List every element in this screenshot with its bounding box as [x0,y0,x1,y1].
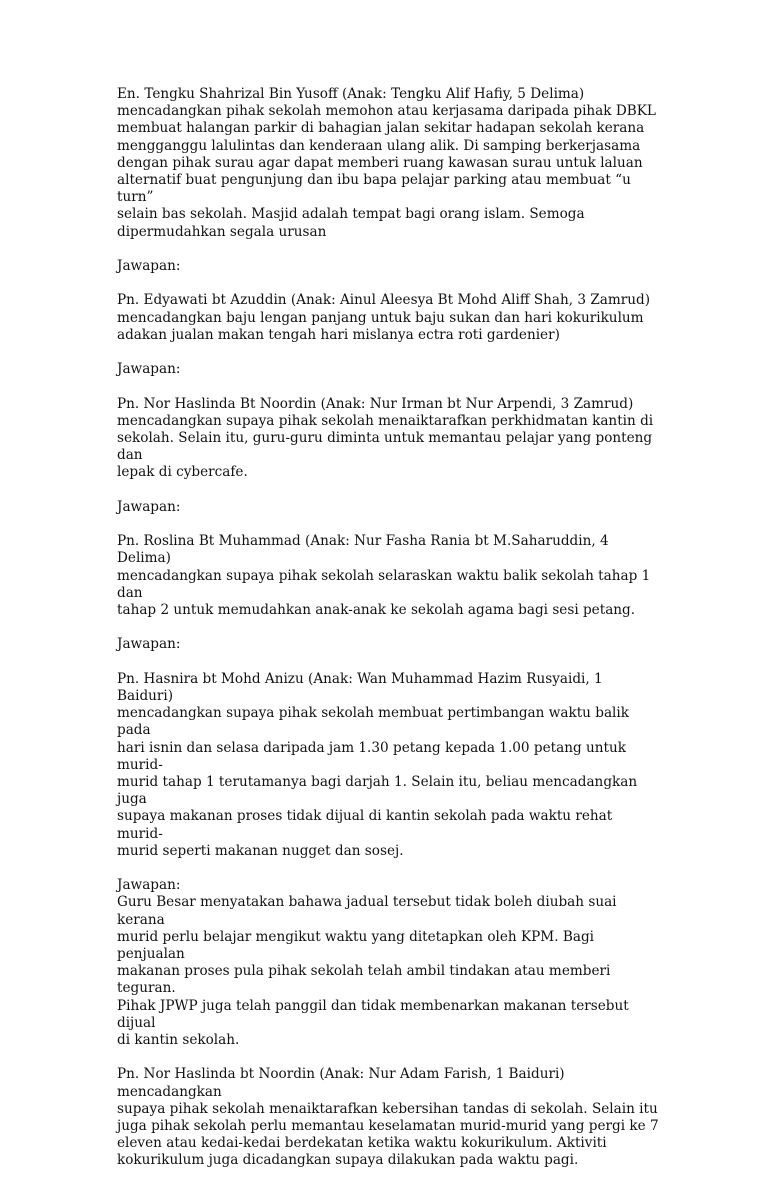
answer-paragraph-5 [117,877,662,1049]
paragraph-text: Pn. Hasnira bt Mohd Anizu (Anak: Wan Muhammad Hazim Rusyaidi, 1 Baiduri) mencadangkan supaya pihak sekolah membuat pertimbangan waktu balik pada hari isnin dan selasa daripada jam 1.30 petang kepada 1.00 petang untuk murid- murid tahap 1 terutamanya bagi darjah 1. Selain itu, beliau mencadangkan juga supaya makanan proses tidak dijual di kantin sekolah pada waktu rehat murid- murid seperti makanan nugget dan sosej. [117,670,638,859]
answer-label-text: Jawapan: [117,636,181,653]
paragraph-text: Pn. Nor Haslinda bt Noordin (Anak: Nur Adam Farish, 1 Baiduri) mencadangkan supaya pihak sekolah menaiktarafkan kebersihan tandas di sekolah. Selain itu juga pihak sekolah perlu memantau keselamatan murid-murid yang pergi ke 7 eleven atau kedai-kedai berdekatan ketika waktu kokurikulum. Aktiviti kokurikulum juga dicadangkan supaya dilakukan pada waktu pagi. [117,1066,659,1169]
suggestion-paragraph-1 [117,86,662,241]
answer-label-text: Jawapan: [117,361,181,378]
answer-label-4 [117,636,662,653]
suggestion-paragraph-3 [117,396,662,482]
paragraph-text: Pn. Nor Haslinda Bt Noordin (Anak: Nur Irman bt Nur Arpendi, 3 Zamrud) mencadangkan supaya pihak sekolah menaiktarafkan perkhidmatan kantin di sekolah. Selain itu, guru-guru diminta untuk memantau pelajar yang ponteng dan lepak di cybercafe. [117,395,654,481]
answer-label-text: Jawapan: [117,498,181,515]
suggestion-paragraph-2 [117,292,662,344]
answer-label-text: Jawapan: [117,258,181,275]
suggestion-paragraph-4 [117,533,662,619]
answer-label-2 [117,361,662,378]
paragraph-text: Jawapan: Guru Besar menyatakan bahawa jadual tersebut tidak boleh diubah suai kerana murid perlu belajar mengikut waktu yang ditetapkan oleh KPM. Bagi penjualan makanan proses pula pihak sekolah telah ambil tindakan atau memberi teguran. Pihak JPWP juga telah panggil dan tidak membenarkan makanan tersebut dijual di kantin sekolah. [117,877,629,1049]
document-page [117,86,662,1187]
answer-label-1 [117,258,662,275]
answer-label-3 [117,499,662,516]
paragraph-text: Pn. Roslina Bt Muhammad (Anak: Nur Fasha Rania bt M.Saharuddin, 4 Delima) mencadangkan supaya pihak sekolah selaraskan waktu balik sekolah tahap 1 dan tahap 2 untuk memudahkan anak-anak ke sekolah agama bagi sesi petang. [117,533,651,618]
paragraph-text: En. Tengku Shahrizal Bin Yusoff (Anak: Tengku Alif Hafiy, 5 Delima) mencadangkan pihak sekolah memohon atau kerjasama daripada pihak DBKL membuat halangan parkir di bahagian jalan sekitar hadapan sekolah kerana mengganggu lalulintas dan kenderaan ulang alik. Di samping berkerjasama dengan pihak surau agar dapat memberi ruang kawasan surau untuk laluan alternatif buat pengunjung dan ibu bapa pelajar parking atau membuat “u turn” selain bas sekolah. Masjid adalah tempat bagi orang islam. Semoga dipermudahkan segala urusan [117,86,656,240]
paragraph-text: Pn. Edyawati bt Azuddin (Anak: Ainul Aleesya Bt Mohd Aliff Shah, 3 Zamrud) mencadangkan baju lengan panjang untuk baju sukan dan hari kokurikulum adakan jualan makan tengah hari mislanya ectra roti gardenier) [117,292,651,343]
suggestion-paragraph-6 [117,1066,662,1169]
suggestion-paragraph-5 [117,671,662,860]
